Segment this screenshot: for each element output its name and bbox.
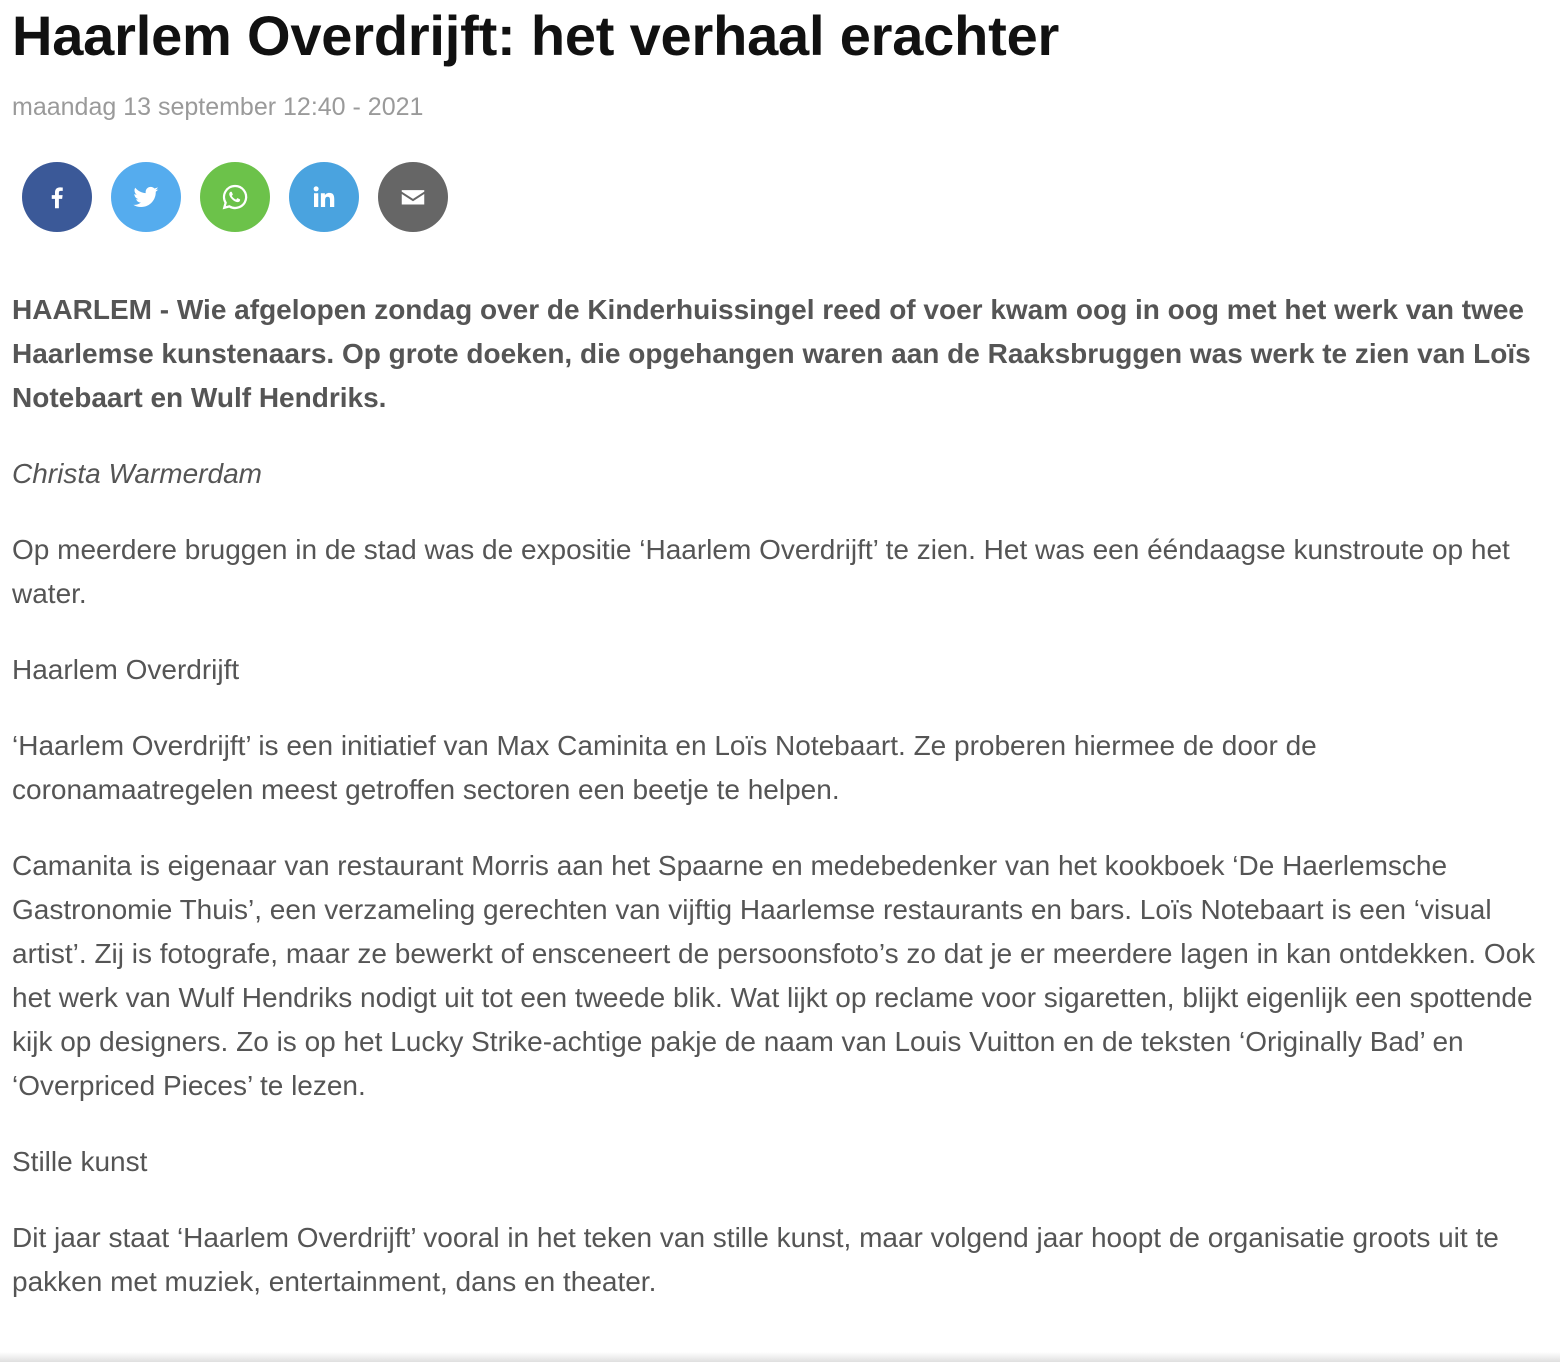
article-author: Christa Warmerdam	[12, 458, 262, 489]
article-paragraph: Dit jaar staat ‘Haarlem Overdrijft’ vooral in het teken van stille kunst, maar volgend jaar hoopt de organisatie groots uit te pakken met muziek, entertainment, dans en theater.	[12, 1222, 1499, 1297]
share-email-button[interactable]	[378, 162, 448, 232]
article-date: maandag 13 september 12:40 - 2021	[12, 93, 424, 121]
linkedin-icon	[309, 182, 339, 212]
article-paragraph: Op meerdere bruggen in de stad was de expositie ‘Haarlem Overdrijft’ te zien. Het was een ééndaagse kunstroute op het water.	[12, 534, 1510, 609]
article	[12, 0, 1542, 1304]
share-whatsapp-button[interactable]	[200, 162, 270, 232]
share-linkedin-button[interactable]	[289, 162, 359, 232]
article-subheading: Haarlem Overdrijft	[12, 654, 240, 685]
share-twitter-button[interactable]	[111, 162, 181, 232]
article-subheading: Stille kunst	[12, 1146, 148, 1177]
twitter-icon	[131, 182, 161, 212]
article-intro: HAARLEM - Wie afgelopen zondag over de Kinderhuissingel reed of voer kwam oog in oog met het werk van twee Haarlemse kunstenaars. Op grote doeken, die opgehangen waren aan de Raaksbruggen was werk te zien van Loïs Notebaart en Wulf Hendriks.	[12, 294, 1531, 413]
bottom-edge-shadow	[0, 1352, 1560, 1362]
whatsapp-icon	[220, 182, 250, 212]
article-paragraph: Camanita is eigenaar van restaurant Morris aan het Spaarne en medebedenker van het kookboek ‘De Haerlemsche Gastronomie Thuis’, een verzameling gerechten van vijftig Haarlemse restaurants en bars. Loïs Notebaart is een ‘visual artist’. Zij is fotografe, maar ze bewerkt of ensceneert de persoonsfoto’s zo dat je er meerdere lagen in kan ontdekken. Ook het werk van Wulf Hendriks nodigt uit tot een tweede blik. Wat lijkt op reclame voor sigaretten, blijkt eigenlijk een spottende kijk op designers. Zo is op het Lucky Strike-achtige pakje de naam van Louis Vuitton en de teksten ‘Originally Bad’ en ‘Overpriced Pieces’ te lezen.	[12, 850, 1536, 1101]
facebook-icon	[42, 182, 72, 212]
article-title: Haarlem Overdrijft: het verhaal erachter	[12, 4, 1060, 67]
article-paragraph: ‘Haarlem Overdrijft’ is een initiatief van Max Caminita en Loïs Notebaart. Ze proberen hiermee de door de coronamaatregelen meest getroffen sectoren een beetje te helpen.	[12, 730, 1317, 805]
share-bar	[12, 162, 1542, 232]
envelope-icon	[398, 182, 428, 212]
share-facebook-button[interactable]	[22, 162, 92, 232]
